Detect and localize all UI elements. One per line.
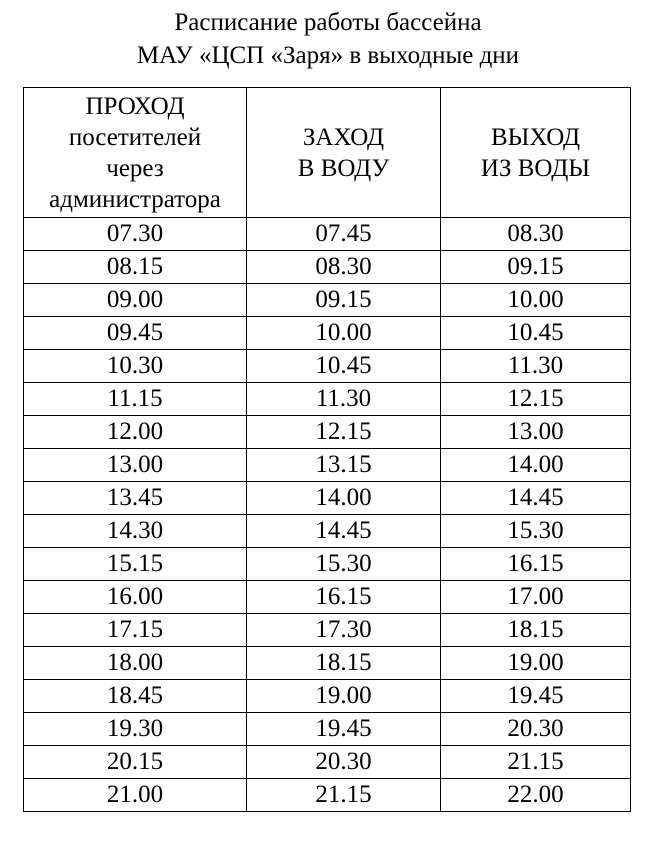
cell-exit-water-time: 17.00 [441, 581, 631, 614]
cell-enter-water-time: 21.15 [247, 779, 441, 812]
table-row [24, 317, 631, 350]
header-exit-water [441, 88, 631, 218]
cell-exit-water-time: 14.45 [441, 482, 631, 515]
cell-entry-time: 07.30 [24, 218, 247, 251]
cell-enter-water-time: 11.30 [247, 383, 441, 416]
cell-entry-time: 18.45 [24, 680, 247, 713]
cell-entry-time: 12.00 [24, 416, 247, 449]
table-row [24, 581, 631, 614]
table-row [24, 680, 631, 713]
header-text: В ВОДУ [297, 154, 390, 182]
header-text: администратора [49, 185, 221, 213]
cell-entry-time: 09.00 [24, 284, 247, 317]
cell-enter-water-time: 18.15 [247, 647, 441, 680]
cell-exit-water-time: 11.30 [441, 350, 631, 383]
cell-entry-time: 21.00 [24, 779, 247, 812]
table-row [24, 350, 631, 383]
header-text: ИЗ ВОДЫ [480, 154, 591, 182]
header-enter-water [247, 88, 441, 218]
cell-enter-water-time: 16.15 [247, 581, 441, 614]
cell-exit-water-time: 20.30 [441, 713, 631, 746]
cell-enter-water-time: 07.45 [247, 218, 441, 251]
header-text: через [106, 154, 164, 182]
cell-enter-water-time: 09.15 [247, 284, 441, 317]
cell-exit-water-time: 09.15 [441, 251, 631, 284]
table-row [24, 614, 631, 647]
cell-enter-water-time: 10.00 [247, 317, 441, 350]
cell-entry-time: 09.45 [24, 317, 247, 350]
cell-entry-time: 19.30 [24, 713, 247, 746]
header-text: ПРОХОД [85, 92, 185, 120]
cell-enter-water-time: 17.30 [247, 614, 441, 647]
cell-enter-water-time: 19.00 [247, 680, 441, 713]
table-row [24, 713, 631, 746]
cell-enter-water-time: 14.00 [247, 482, 441, 515]
table-row [24, 779, 631, 812]
cell-entry-time: 17.15 [24, 614, 247, 647]
cell-exit-water-time: 19.00 [441, 647, 631, 680]
cell-enter-water-time: 19.45 [247, 713, 441, 746]
cell-exit-water-time: 18.15 [441, 614, 631, 647]
cell-exit-water-time: 10.45 [441, 317, 631, 350]
cell-enter-water-time: 20.30 [247, 746, 441, 779]
header-entry-via-admin [24, 88, 247, 218]
table-row [24, 251, 631, 284]
cell-enter-water-time: 13.15 [247, 449, 441, 482]
header-row [24, 88, 631, 218]
cell-exit-water-time: 22.00 [441, 779, 631, 812]
table-row [24, 647, 631, 680]
cell-entry-time: 16.00 [24, 581, 247, 614]
cell-entry-time: 14.30 [24, 515, 247, 548]
table-row [24, 284, 631, 317]
cell-entry-time: 13.45 [24, 482, 247, 515]
cell-exit-water-time: 10.00 [441, 284, 631, 317]
cell-enter-water-time: 10.45 [247, 350, 441, 383]
table-row [24, 746, 631, 779]
cell-entry-time: 15.15 [24, 548, 247, 581]
cell-exit-water-time: 13.00 [441, 416, 631, 449]
cell-exit-water-time: 08.30 [441, 218, 631, 251]
pool-schedule-table [23, 87, 631, 812]
cell-exit-water-time: 19.45 [441, 680, 631, 713]
table-row [24, 383, 631, 416]
cell-entry-time: 11.15 [24, 383, 247, 416]
cell-enter-water-time: 14.45 [247, 515, 441, 548]
header-text: посетителей [68, 123, 202, 151]
cell-exit-water-time: 15.30 [441, 515, 631, 548]
cell-exit-water-time: 16.15 [441, 548, 631, 581]
title-line-1: Расписание работы бассейна [174, 9, 482, 36]
cell-entry-time: 13.00 [24, 449, 247, 482]
table-row [24, 416, 631, 449]
header-text: ВЫХОД [490, 123, 581, 151]
cell-entry-time: 08.15 [24, 251, 247, 284]
table-row [24, 515, 631, 548]
cell-enter-water-time: 08.30 [247, 251, 441, 284]
header-text: ЗАХОД [302, 123, 385, 151]
table-row [24, 449, 631, 482]
cell-entry-time: 18.00 [24, 647, 247, 680]
page-title [0, 6, 656, 72]
cell-enter-water-time: 15.30 [247, 548, 441, 581]
cell-exit-water-time: 21.15 [441, 746, 631, 779]
title-line-2: МАУ «ЦСП «Заря» в выходные дни [136, 42, 520, 69]
table-row [24, 548, 631, 581]
cell-entry-time: 10.30 [24, 350, 247, 383]
cell-exit-water-time: 14.00 [441, 449, 631, 482]
cell-entry-time: 20.15 [24, 746, 247, 779]
cell-exit-water-time: 12.15 [441, 383, 631, 416]
table-row [24, 218, 631, 251]
table-row [24, 482, 631, 515]
cell-enter-water-time: 12.15 [247, 416, 441, 449]
